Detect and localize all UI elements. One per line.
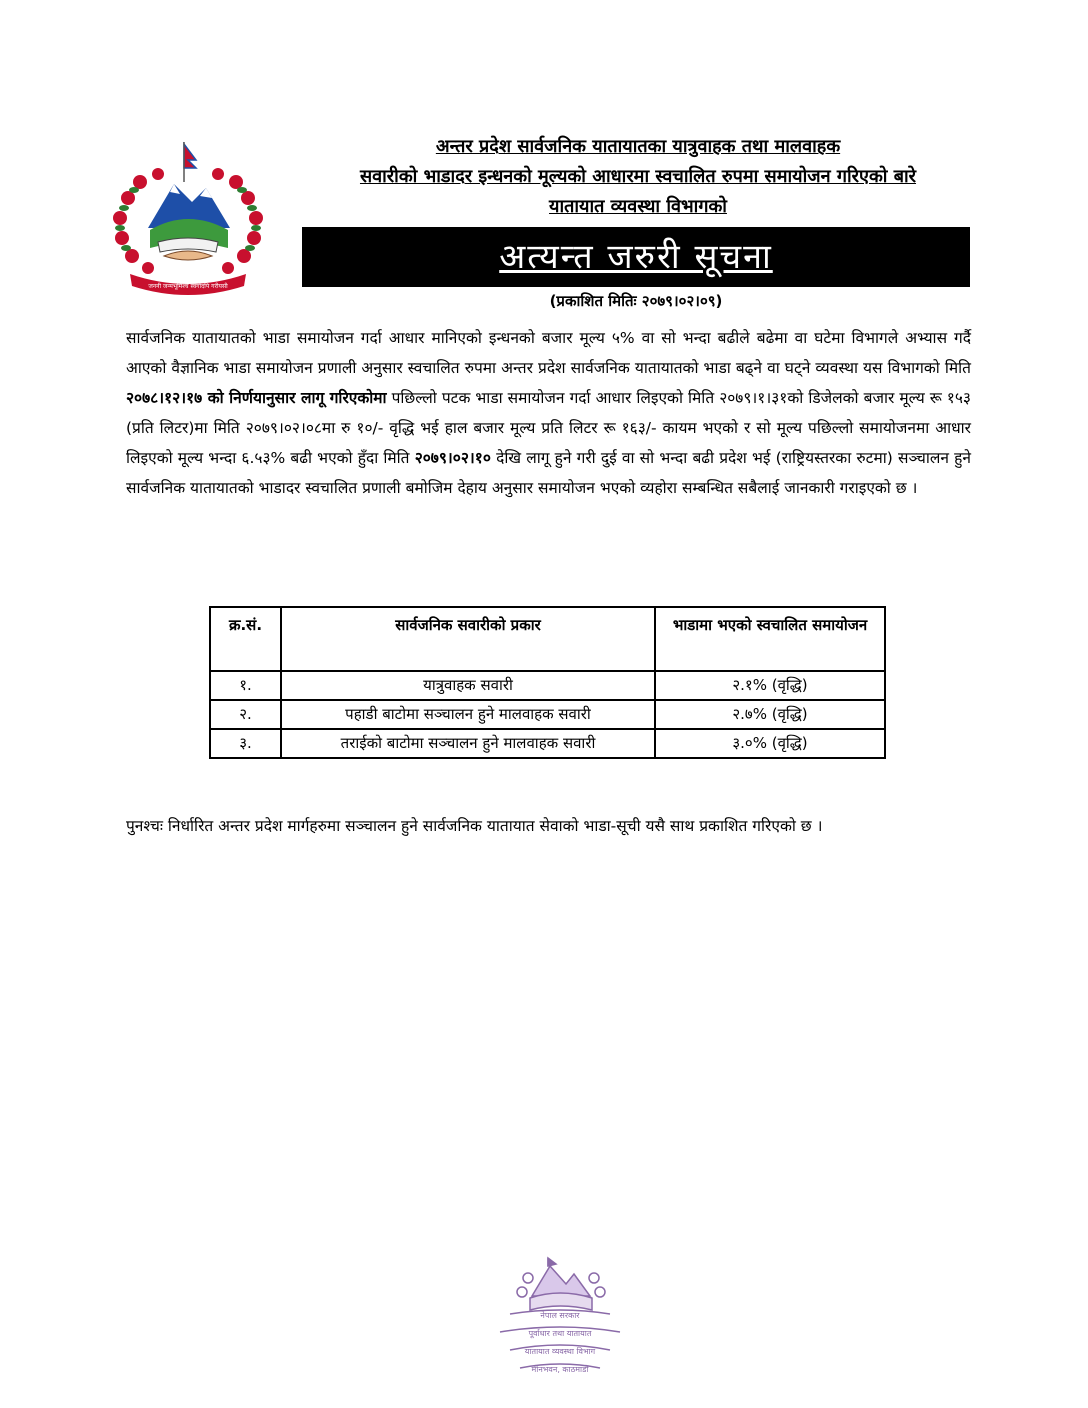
heading-line-1: अन्तर प्रदेश सार्वजनिक यातायातका यात्रुवाहक तथा मालवाहक: [435, 136, 841, 157]
row-vehicle-type: यात्रुवाहक सवारी: [281, 671, 655, 700]
body-text-part-1: सार्वजनिक यातायातको भाडा समायोजन गर्दा आधार मानिएको इन्धनको बजार मूल्य ५% वा सो भन्दा बढीले बढेमा वा घटेमा विभागले अभ्यास गर्दै आएको वैज्ञानिक भाडा समायोजन प्रणाली अनुसार स्वचालित रुपमा अन्तर प्रदेश सार्वजनिक यातायातको भाडा बढ्ने वा घट्ने व्यवस्था यस विभागको मिति: [126, 329, 971, 377]
svg-text:मीनभवन, काठमाडौं: मीनभवन, काठमाडौं: [531, 1365, 589, 1374]
body-text-part-2: पछिल्लो पटक भाडा समायोजन गर्दा आधार लिइएको मिति २०७९।१।३१को डिजेलको बजार मूल्य रू १५३ (प्रति लिटर)मा मिति २०७९।०२।०८मा रु १०/- वृद्धि भई हाल बजार मूल्य प्रति लिटर रू १६३/- कायम भएको र सो मूल्य पछिल्लो समायोजनमा आधार लिइएको मूल्य भन्दा ६.५३% बढी भएको हुँदा मिति: [126, 389, 971, 467]
body-text-part-3: देखि लागू हुने गरी दुई वा सो भन्दा बढी प्रदेश भई (राष्ट्रियस्तरका रुटमा) सञ्चालन हुने सार्वजनिक यातायातको भाडादर स्वचालित प्रणाली बमोजिम देहाय अनुसार समायोजन भएको व्यहोरा सम्बन्धित सबैलाई जानकारी गराइएको छ ।: [126, 449, 971, 497]
row-vehicle-type: तराईको बाटोमा सञ्चालन हुने मालवाहक सवारी: [281, 729, 655, 758]
header-serial: क्र.सं.: [210, 607, 281, 671]
notice-body: [126, 323, 971, 503]
row-adjustment: २.१% (वृद्धि): [655, 671, 885, 700]
table-header-row: [210, 607, 885, 671]
postscript-note: पुनश्चः निर्धारित अन्तर प्रदेश मार्गहरुमा सञ्चालन हुने सार्वजनिक यातायात सेवाको भाडा-सूची यसै साथ प्रकाशित गरिएको छ ।: [126, 817, 823, 835]
svg-text:यातायात व्यवस्था विभाग: यातायात व्यवस्था विभाग: [524, 1347, 596, 1356]
row-serial: २.: [210, 700, 281, 729]
urgent-notice-banner: अत्यन्त जरुरी सूचना: [302, 227, 970, 287]
table-row: [210, 671, 885, 700]
svg-text:नेपाल सरकार: नेपाल सरकार: [540, 1311, 580, 1320]
row-adjustment: २.७% (वृद्धि): [655, 700, 885, 729]
row-serial: १.: [210, 671, 281, 700]
decision-date-bold: २०७८।१२।१७ को निर्णयानुसार लागू गरिएकोमा: [126, 389, 387, 407]
svg-text:पूर्वाधार तथा यातायात: पूर्वाधार तथा यातायात: [528, 1329, 592, 1338]
heading-line-3: यातायात व्यवस्था विभागको: [549, 196, 727, 217]
table-row: [210, 729, 885, 758]
heading-line-2: सवारीको भाडादर इन्धनको मूल्यको आधारमा स्वचालित रुपमा समायोजन गरिएको बारे: [359, 166, 917, 187]
table-row: [210, 700, 885, 729]
header-adjustment: भाडामा भएको स्वचालित समायोजन: [655, 607, 885, 671]
row-adjustment: ३.०% (वृद्धि): [655, 729, 885, 758]
fare-adjustment-table: [209, 606, 886, 759]
row-vehicle-type: पहाडी बाटोमा सञ्चालन हुने मालवाहक सवारी: [281, 700, 655, 729]
published-date: (प्रकाशित मितिः २०७९।०२।०९): [549, 292, 723, 310]
effective-date-bold: २०७९।०२।१०: [414, 449, 491, 467]
header-vehicle-type: सार्वजनिक सवारीको प्रकार: [281, 607, 655, 671]
nepal-emblem-icon: [100, 138, 276, 298]
row-serial: ३.: [210, 729, 281, 758]
notice-heading: [300, 132, 976, 222]
official-stamp-icon: [470, 1256, 632, 1384]
svg-text:जननी जन्मभूमिश्च स्वर्गादपि गर: जननी जन्मभूमिश्च स्वर्गादपि गरीयसी: [148, 283, 228, 290]
